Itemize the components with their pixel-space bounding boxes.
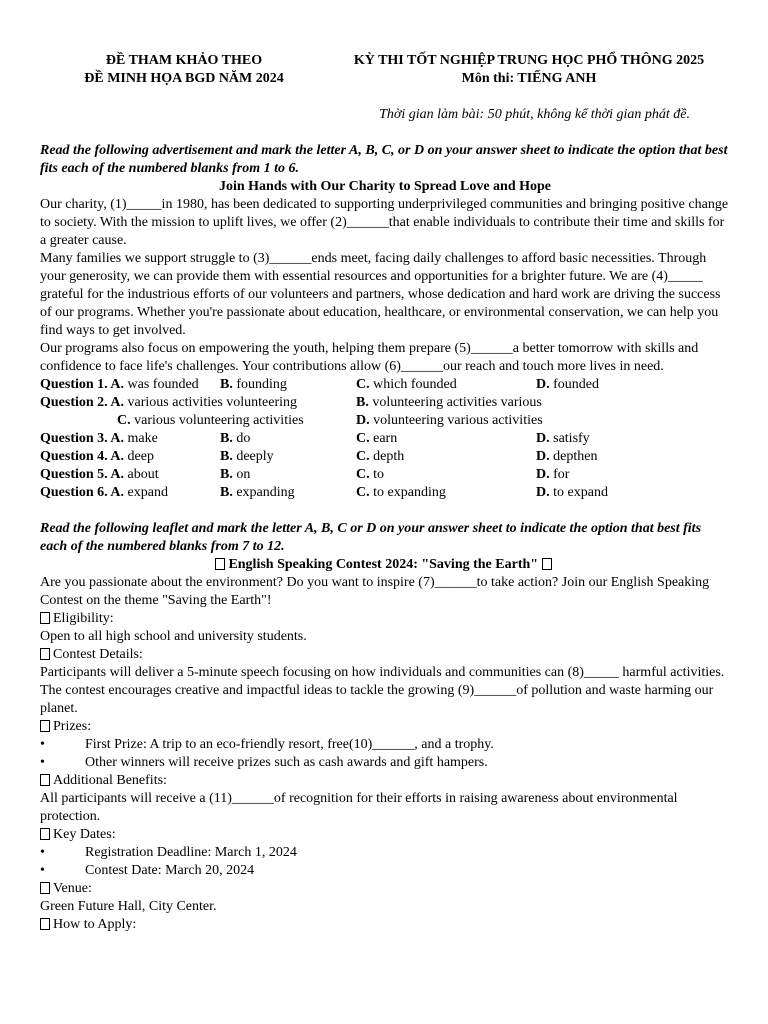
question-row: [40, 430, 730, 448]
header-left: [40, 52, 328, 88]
list-item: [40, 736, 730, 754]
emoji-placeholder-icon: [40, 720, 50, 732]
header-left-line2: ĐỀ MINH HỌA BGD NĂM 2024: [84, 71, 284, 86]
venue-heading-text: Venue:: [53, 881, 92, 896]
option-b-label: B.: [220, 377, 233, 392]
option-d[interactable]: volunteering various activities: [373, 413, 543, 428]
option-d-label: D.: [536, 431, 550, 446]
apply-heading-text: How to Apply:: [53, 917, 137, 932]
header-left-line1: ĐỀ THAM KHẢO THEO: [105, 53, 263, 68]
option-a[interactable]: deep: [127, 449, 154, 464]
details-heading-text: Contest Details:: [53, 647, 143, 662]
question-row: [40, 376, 730, 394]
option-c-label: C.: [356, 449, 370, 464]
option-a[interactable]: various activities volunteering: [127, 395, 298, 410]
option-d-label: D.: [536, 485, 550, 500]
option-d[interactable]: for: [553, 467, 570, 482]
question-row: [40, 448, 730, 466]
section2-title-text: English Speaking Contest 2024: "Saving the Earth": [228, 557, 539, 572]
option-a[interactable]: was founded: [127, 377, 199, 392]
section1-instruction: Read the following advertisement and mark the letter A, B, C, or D on your answer sheet to indicate the option that best fits each of the numbered blanks from 1 to 6.: [40, 143, 728, 176]
header-right-line2: Môn thi: TIẾNG ANH: [461, 71, 597, 86]
option-c-label: C.: [356, 485, 370, 500]
emoji-placeholder-icon: [40, 774, 50, 786]
prize-item: Other winners will receive prizes such as cash awards and gift hampers.: [85, 755, 488, 770]
option-d[interactable]: founded: [553, 377, 600, 392]
details-heading: [40, 646, 730, 664]
option-d-label: D.: [356, 413, 370, 428]
option-b[interactable]: expanding: [236, 485, 295, 500]
option-c-label: C.: [356, 377, 370, 392]
option-a[interactable]: expand: [127, 485, 168, 500]
question-label: Question 6. A.: [40, 485, 125, 500]
option-b[interactable]: do: [236, 431, 251, 446]
option-c-label: C.: [356, 467, 370, 482]
emoji-placeholder-icon: [40, 612, 50, 624]
details-text: Participants will deliver a 5-minute speech focusing on how individuals and communities can (8)_____ harmful activities. The contest encourages creative and impactful ideas to tackle the growing (9)______of pollution and waste harming our planet.: [40, 665, 725, 716]
option-b[interactable]: founding: [236, 377, 287, 392]
option-c[interactable]: which founded: [373, 377, 457, 392]
option-c[interactable]: to: [373, 467, 385, 482]
option-c[interactable]: various volunteering activities: [134, 413, 304, 428]
question-row: [40, 394, 730, 412]
option-b-label: B.: [220, 431, 233, 446]
exam-time: Thời gian làm bài: 50 phút, không kể thời gian phát đề.: [379, 107, 690, 122]
section1-title: Join Hands with Our Charity to Spread Love and Hope: [218, 179, 552, 194]
bullet-icon: •: [40, 737, 45, 752]
option-d-label: D.: [536, 377, 550, 392]
emoji-placeholder-icon: [40, 918, 50, 930]
option-b[interactable]: volunteering activities various: [372, 395, 542, 410]
prize-item: First Prize: A trip to an eco-friendly resort, free(10)______, and a trophy.: [85, 737, 494, 752]
question-row: [40, 484, 730, 502]
question-label: Question 5. A.: [40, 467, 125, 482]
section1-paragraph: Many families we support struggle to (3)______ends meet, facing daily challenges to afford basic necessities. Through your generosity, we can provide them with essential resources and opportunities for a brighter future. We are (4)_____ grateful for the industrious efforts of our volunteers and partners, whose dedication and hard work are driving the success of our programs. Whether you're passionate about education, healthcare, or environmental conservation, we can help you find ways to get involved.: [40, 251, 721, 338]
question-label: Question 2. A.: [40, 395, 125, 410]
option-c-label: C.: [356, 431, 370, 446]
option-c[interactable]: to expanding: [373, 485, 446, 500]
eligibility-text: Open to all high school and university students.: [40, 629, 307, 644]
benefits-heading: [40, 772, 730, 790]
eligibility-heading-text: Eligibility:: [53, 611, 114, 626]
question-row: [40, 466, 730, 484]
emoji-placeholder-icon: [215, 558, 225, 570]
exam-page: [40, 52, 730, 934]
venue-heading: [40, 880, 730, 898]
option-b[interactable]: on: [236, 467, 251, 482]
option-d-label: D.: [536, 449, 550, 464]
section2-intro: Are you passionate about the environment? Do you want to inspire (7)______to take action? Join our English Speaking Contest on the theme "Saving the Earth"!: [40, 575, 710, 608]
prizes-heading: [40, 718, 730, 736]
dates-heading: [40, 826, 730, 844]
benefits-heading-text: Additional Benefits:: [53, 773, 167, 788]
option-b-label: B.: [220, 449, 233, 464]
option-b[interactable]: deeply: [236, 449, 274, 464]
header-right-line1: KỲ THI TỐT NGHIỆP TRUNG HỌC PHỔ THÔNG 2025: [353, 53, 705, 68]
list-item: [40, 844, 730, 862]
option-a[interactable]: about: [127, 467, 159, 482]
question-label: Question 3. A.: [40, 431, 125, 446]
question-label: Question 4. A.: [40, 449, 125, 464]
option-b-label: B.: [356, 395, 369, 410]
option-c[interactable]: earn: [373, 431, 398, 446]
option-d[interactable]: satisfy: [553, 431, 590, 446]
apply-heading: [40, 916, 730, 934]
dates-heading-text: Key Dates:: [53, 827, 116, 842]
section2-instruction: Read the following leaflet and mark the letter A, B, C or D on your answer sheet to indicate the option that best fits each of the numbered blanks from 7 to 12.: [40, 521, 702, 554]
eligibility-heading: [40, 610, 730, 628]
benefits-text: All participants will receive a (11)______of recognition for their efforts in raising awareness about environmental protection.: [40, 791, 678, 824]
option-b-label: B.: [220, 467, 233, 482]
emoji-placeholder-icon: [40, 648, 50, 660]
list-item: [40, 754, 730, 772]
bullet-icon: •: [40, 755, 45, 770]
question-row: [40, 412, 730, 430]
list-item: [40, 862, 730, 880]
question-label: Question 1. A.: [40, 377, 125, 392]
bullet-icon: •: [40, 845, 45, 860]
option-c-label: C.: [117, 413, 131, 428]
exam-header: [40, 52, 730, 88]
option-b-label: B.: [220, 485, 233, 500]
venue-text: Green Future Hall, City Center.: [40, 899, 217, 914]
option-d-label: D.: [536, 467, 550, 482]
option-c[interactable]: depth: [373, 449, 405, 464]
option-d[interactable]: depthen: [553, 449, 598, 464]
section2-title: [40, 556, 730, 574]
option-a[interactable]: make: [127, 431, 158, 446]
prizes-heading-text: Prizes:: [53, 719, 92, 734]
emoji-placeholder-icon: [40, 882, 50, 894]
option-d[interactable]: to expand: [553, 485, 608, 500]
date-item: Registration Deadline: March 1, 2024: [85, 845, 297, 860]
header-right: [328, 52, 730, 88]
date-item: Contest Date: March 20, 2024: [85, 863, 255, 878]
emoji-placeholder-icon: [40, 828, 50, 840]
section1-paragraph: Our charity, (1)_____in 1980, has been dedicated to supporting underprivileged communities and bringing positive change to society. With the mission to uplift lives, we offer (2)______that enable individuals to contribute their time and skills for a greater cause.: [40, 197, 729, 248]
section1-paragraph: Our programs also focus on empowering the youth, helping them prepare (5)______a better tomorrow with skills and confidence to face life's challenges. Your contributions allow (6)______our reach and touch more lives in need.: [40, 341, 699, 374]
emoji-placeholder-icon: [542, 558, 552, 570]
bullet-icon: •: [40, 863, 45, 878]
